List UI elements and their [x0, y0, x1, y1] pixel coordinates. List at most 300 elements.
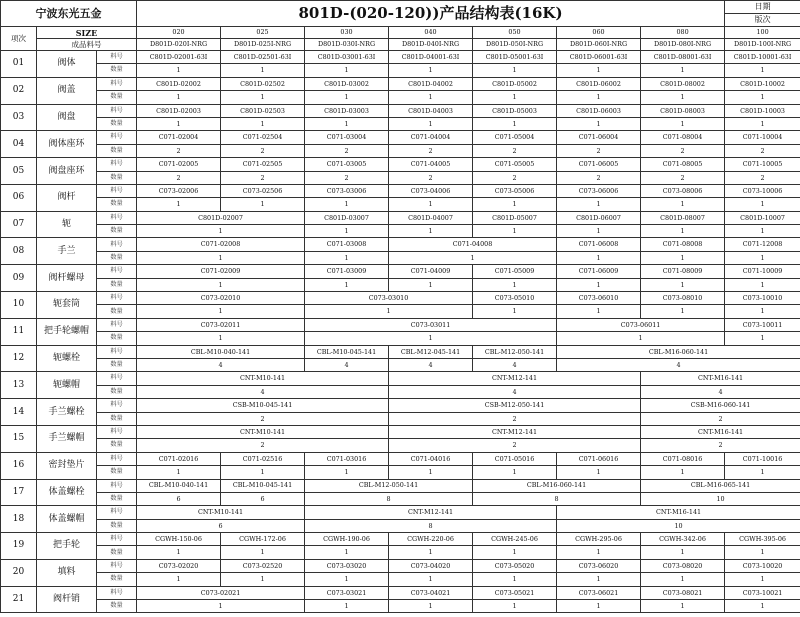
part-no-cell: CBL-M10-040-141	[137, 479, 221, 492]
size-cell: 030	[305, 27, 389, 39]
table-row	[1, 492, 800, 505]
part-no-cell: C801D-10002	[725, 77, 800, 90]
part-no-cell: C071-02516	[221, 452, 305, 465]
size-cell: 080	[641, 27, 725, 39]
qty-cell: 2	[473, 171, 557, 184]
part-no-cell: C071-05004	[473, 131, 557, 144]
part-no-cell: C073-10021	[725, 586, 800, 599]
part-no-cell: C073-04006	[389, 184, 473, 197]
table-row	[1, 51, 800, 64]
table-row	[1, 425, 800, 438]
part-no-cell: CBL-M16-065-141	[641, 479, 800, 492]
part-no-cell: C073-08021	[641, 586, 725, 599]
part-name: 填料	[37, 559, 97, 586]
table-row	[1, 506, 800, 519]
qty-cell: 1	[557, 117, 641, 130]
part-no-cell: C073-04021	[389, 586, 473, 599]
qty-cell: 8	[305, 519, 557, 532]
qty-label: 数量	[97, 332, 137, 345]
table-row	[1, 278, 800, 291]
part-no-cell: CNT-M12-141	[389, 372, 641, 385]
part-no-cell: C071-10016	[725, 452, 800, 465]
qty-label: 数量	[97, 64, 137, 77]
qty-cell: 2	[725, 171, 800, 184]
part-no-cell: C073-02021	[137, 586, 305, 599]
qty-cell: 1	[389, 278, 473, 291]
qty-cell: 1	[389, 198, 473, 211]
size-cell: 025	[221, 27, 305, 39]
qty-cell: 1	[557, 198, 641, 211]
part-no-cell: C073-08020	[641, 559, 725, 572]
row-number: 09	[1, 265, 37, 292]
part-no-cell: C071-08005	[641, 158, 725, 171]
qty-cell: 1	[557, 64, 641, 77]
part-no-cell: C801D-05007	[473, 211, 557, 224]
table-row	[1, 184, 800, 197]
part-no-cell: C073-05010	[473, 292, 557, 305]
qty-cell: 1	[137, 278, 305, 291]
part-no-cell: C071-08009	[641, 265, 725, 278]
qty-cell: 1	[137, 225, 305, 238]
part-no-cell: C073-05006	[473, 184, 557, 197]
part-no-cell: C071-02504	[221, 131, 305, 144]
qty-cell: 1	[389, 91, 473, 104]
qty-cell: 8	[305, 492, 473, 505]
qty-cell: 1	[305, 546, 389, 559]
row-number: 15	[1, 425, 37, 452]
part-no-cell: C073-08010	[641, 292, 725, 305]
part-no-cell: C073-02506	[221, 184, 305, 197]
row-number: 07	[1, 211, 37, 238]
row-number: 17	[1, 479, 37, 506]
version-label: 版次	[725, 14, 800, 27]
row-number: 03	[1, 104, 37, 131]
part-no-cell: C071-06008	[557, 238, 641, 251]
qty-cell: 1	[725, 64, 800, 77]
size-cell: 100	[725, 27, 800, 39]
qty-cell: 1	[473, 91, 557, 104]
part-no-cell: C801D-08003	[641, 104, 725, 117]
part-no-cell: C071-02016	[137, 452, 221, 465]
part-no-cell: CGWH-295-06	[557, 533, 641, 546]
part-no-cell: C071-10009	[725, 265, 800, 278]
page-title: 801D-(020-120))产品结构表(16K)	[137, 1, 725, 27]
qty-cell: 1	[221, 117, 305, 130]
part-no-cell: C073-02011	[137, 318, 305, 331]
part-name: 手兰	[37, 238, 97, 265]
part-no-label: 料号	[97, 533, 137, 546]
table-row	[1, 77, 800, 90]
qty-cell: 1	[221, 91, 305, 104]
table-row	[1, 238, 800, 251]
row-number: 13	[1, 372, 37, 399]
qty-label: 数量	[97, 117, 137, 130]
table-row	[1, 345, 800, 358]
part-no-cell: CNT-M16-141	[641, 372, 800, 385]
qty-cell: 1	[725, 600, 800, 613]
qty-label: 数量	[97, 573, 137, 586]
part-name: 把手轮	[37, 533, 97, 560]
row-number: 21	[1, 586, 37, 613]
qty-label: 数量	[97, 519, 137, 532]
table-row	[1, 305, 800, 318]
part-no-cell: C073-03021	[305, 586, 389, 599]
part-no-cell: C073-03010	[305, 292, 473, 305]
part-no-cell: C071-08008	[641, 238, 725, 251]
part-no-cell: C073-08006	[641, 184, 725, 197]
row-number: 02	[1, 77, 37, 104]
part-no-cell: C801D-02003	[137, 104, 221, 117]
part-no-cell: C801D-03003	[305, 104, 389, 117]
table-row	[1, 171, 800, 184]
part-no-cell: C071-06009	[557, 265, 641, 278]
qty-cell: 2	[389, 439, 641, 452]
row-number: 12	[1, 345, 37, 372]
part-no-cell: C073-10010	[725, 292, 800, 305]
row-number: 10	[1, 292, 37, 319]
qty-cell: 1	[305, 117, 389, 130]
qty-cell: 1	[473, 466, 557, 479]
qty-cell: 1	[473, 198, 557, 211]
table-row	[1, 104, 800, 117]
part-no-cell: C801D-05003	[473, 104, 557, 117]
qty-cell: 1	[221, 546, 305, 559]
qty-cell: 1	[389, 225, 473, 238]
qty-cell: 1	[137, 117, 221, 130]
size-cell: 060	[557, 27, 641, 39]
qty-cell: 2	[557, 144, 641, 157]
size-header: SIZE	[37, 27, 137, 39]
part-no-cell: C073-03006	[305, 184, 389, 197]
part-no-cell: CBL-M16-060-141	[473, 479, 641, 492]
part-name: 阀杆螺母	[37, 265, 97, 292]
part-no-label: 料号	[97, 184, 137, 197]
product-code-cell: D801D-060I-NRG	[557, 39, 641, 51]
qty-cell: 10	[557, 519, 800, 532]
part-no-cell: C073-10011	[725, 318, 800, 331]
qty-label: 数量	[97, 278, 137, 291]
table-row	[1, 519, 800, 532]
qty-cell: 1	[473, 225, 557, 238]
qty-cell: 1	[305, 251, 389, 264]
part-name: 阀杆销	[37, 586, 97, 613]
part-no-cell: C801D-03001-63I	[305, 51, 389, 64]
qty-cell: 2	[641, 412, 800, 425]
table-row	[1, 318, 800, 331]
qty-cell: 1	[305, 600, 389, 613]
part-no-label: 料号	[97, 131, 137, 144]
qty-cell: 1	[725, 305, 800, 318]
qty-cell: 2	[221, 144, 305, 157]
qty-cell: 1	[389, 466, 473, 479]
part-no-cell: CBL-M16-060-141	[557, 345, 800, 358]
part-no-cell: CSB-M10-045-141	[137, 399, 389, 412]
part-name: 阀杆	[37, 184, 97, 211]
qty-label: 数量	[97, 412, 137, 425]
part-name: 阀体座环	[37, 131, 97, 158]
qty-cell: 1	[221, 573, 305, 586]
part-no-cell: C071-03004	[305, 131, 389, 144]
part-no-cell: C801D-08001-63I	[641, 51, 725, 64]
part-name: 把手轮螺帽	[37, 318, 97, 345]
part-no-cell: C071-04016	[389, 452, 473, 465]
qty-label: 数量	[97, 546, 137, 559]
seq-header: 项次	[1, 27, 37, 51]
part-no-cell: CBL-M10-045-141	[221, 479, 305, 492]
qty-cell: 1	[473, 573, 557, 586]
part-no-label: 料号	[97, 211, 137, 224]
part-no-cell: C071-02005	[137, 158, 221, 171]
qty-cell: 2	[725, 144, 800, 157]
part-no-cell: CGWH-190-06	[305, 533, 389, 546]
part-no-label: 料号	[97, 479, 137, 492]
qty-label: 数量	[97, 466, 137, 479]
row-number: 08	[1, 238, 37, 265]
part-name: 轭螺栓	[37, 345, 97, 372]
part-no-cell: C801D-05002	[473, 77, 557, 90]
part-no-cell: C801D-04003	[389, 104, 473, 117]
qty-cell: 1	[473, 600, 557, 613]
part-no-cell: C071-10004	[725, 131, 800, 144]
qty-cell: 1	[137, 64, 221, 77]
qty-cell: 1	[641, 225, 725, 238]
qty-cell: 10	[641, 492, 800, 505]
qty-label: 数量	[97, 251, 137, 264]
qty-cell: 1	[137, 332, 305, 345]
table-row	[1, 131, 800, 144]
part-name: 阀体	[37, 51, 97, 78]
qty-cell: 4	[641, 385, 800, 398]
qty-cell: 1	[137, 91, 221, 104]
part-no-cell: C801D-04001-63I	[389, 51, 473, 64]
part-no-cell: CGWH-220-06	[389, 533, 473, 546]
table-row	[1, 573, 800, 586]
qty-cell: 1	[641, 305, 725, 318]
part-no-cell: CBL-M12-050-141	[305, 479, 473, 492]
part-no-label: 料号	[97, 345, 137, 358]
part-no-label: 料号	[97, 238, 137, 251]
part-no-cell: C073-02006	[137, 184, 221, 197]
qty-cell: 2	[305, 171, 389, 184]
part-no-cell: CGWH-342-06	[641, 533, 725, 546]
qty-label: 数量	[97, 492, 137, 505]
part-name: 密封垫片	[37, 452, 97, 479]
part-name: 轭螺帽	[37, 372, 97, 399]
qty-cell: 1	[305, 225, 389, 238]
part-name: 体盖螺帽	[37, 506, 97, 533]
part-no-cell: C801D-03002	[305, 77, 389, 90]
qty-cell: 1	[641, 64, 725, 77]
part-no-cell: C071-02004	[137, 131, 221, 144]
part-no-cell: C801D-02001-63I	[137, 51, 221, 64]
part-no-cell: C071-12008	[725, 238, 800, 251]
part-no-cell: C073-03020	[305, 559, 389, 572]
part-name: 阀盘座环	[37, 158, 97, 185]
qty-cell: 1	[725, 278, 800, 291]
qty-cell: 1	[473, 546, 557, 559]
row-number: 16	[1, 452, 37, 479]
qty-cell: 2	[305, 144, 389, 157]
part-no-label: 料号	[97, 318, 137, 331]
qty-cell: 1	[557, 546, 641, 559]
qty-cell: 4	[557, 358, 800, 371]
table-row	[1, 399, 800, 412]
qty-cell: 8	[473, 492, 641, 505]
qty-label: 数量	[97, 600, 137, 613]
row-number: 19	[1, 533, 37, 560]
qty-cell: 1	[389, 546, 473, 559]
part-no-cell: C071-04005	[389, 158, 473, 171]
qty-cell: 1	[557, 251, 641, 264]
qty-cell: 1	[557, 600, 641, 613]
part-no-label: 料号	[97, 265, 137, 278]
part-no-cell: C801D-08002	[641, 77, 725, 90]
part-no-cell: C073-05020	[473, 559, 557, 572]
part-no-cell: CBL-M12-050-141	[473, 345, 557, 358]
qty-cell: 1	[221, 198, 305, 211]
qty-cell: 1	[389, 64, 473, 77]
qty-cell: 1	[305, 466, 389, 479]
part-no-cell: CNT-M16-141	[641, 425, 800, 438]
part-no-cell: C801D-06003	[557, 104, 641, 117]
part-no-cell: CBL-M10-040-141	[137, 345, 305, 358]
qty-cell: 1	[137, 546, 221, 559]
part-no-label: 料号	[97, 372, 137, 385]
part-no-cell: CBL-M10-045-141	[305, 345, 389, 358]
part-no-cell: C071-02008	[137, 238, 305, 251]
table-row	[1, 385, 800, 398]
part-no-cell: CSB-M12-050-141	[389, 399, 641, 412]
part-no-cell: C801D-04002	[389, 77, 473, 90]
qty-cell: 4	[389, 385, 641, 398]
product-code-cell: D801D-025I-NRG	[221, 39, 305, 51]
qty-cell: 2	[389, 171, 473, 184]
part-no-label: 料号	[97, 158, 137, 171]
part-no-cell: C801D-02501-63I	[221, 51, 305, 64]
qty-cell: 1	[641, 198, 725, 211]
part-name: 轭	[37, 211, 97, 238]
part-no-cell: CNT-M10-141	[137, 506, 305, 519]
qty-cell: 1	[557, 466, 641, 479]
qty-label: 数量	[97, 305, 137, 318]
qty-label: 数量	[97, 144, 137, 157]
product-code-cell: D801D-100I-NRG	[725, 39, 800, 51]
part-no-cell: C801D-05001-63I	[473, 51, 557, 64]
part-no-cell: C073-04020	[389, 559, 473, 572]
qty-cell: 1	[473, 278, 557, 291]
part-no-label: 料号	[97, 292, 137, 305]
table-row	[1, 292, 800, 305]
table-row	[1, 559, 800, 572]
part-no-cell: C071-06005	[557, 158, 641, 171]
qty-cell: 2	[137, 144, 221, 157]
qty-cell: 1	[557, 278, 641, 291]
qty-label: 数量	[97, 171, 137, 184]
product-code-cell: D801D-030I-NRG	[305, 39, 389, 51]
qty-cell: 1	[473, 305, 557, 318]
part-no-cell: C801D-06001-63I	[557, 51, 641, 64]
qty-cell: 1	[221, 64, 305, 77]
qty-cell: 6	[137, 519, 305, 532]
qty-cell: 2	[221, 171, 305, 184]
qty-cell: 1	[137, 198, 221, 211]
part-no-cell: CGWH-150-06	[137, 533, 221, 546]
part-no-cell: C071-03005	[305, 158, 389, 171]
qty-cell: 1	[725, 117, 800, 130]
part-no-cell: C801D-02503	[221, 104, 305, 117]
size-cell: 040	[389, 27, 473, 39]
qty-cell: 1	[641, 466, 725, 479]
qty-cell: 1	[473, 64, 557, 77]
part-no-cell: C801D-10001-63I	[725, 51, 800, 64]
company-name: 宁波东光五金	[1, 1, 137, 27]
qty-cell: 1	[725, 332, 800, 345]
part-no-label: 料号	[97, 77, 137, 90]
qty-cell: 1	[305, 305, 473, 318]
table-row	[1, 158, 800, 171]
part-no-cell: C071-04004	[389, 131, 473, 144]
table-row	[1, 600, 800, 613]
part-no-cell: CNT-M12-141	[389, 425, 641, 438]
table-row	[1, 412, 800, 425]
qty-cell: 1	[137, 600, 305, 613]
qty-cell: 1	[137, 573, 221, 586]
part-no-label: 料号	[97, 559, 137, 572]
part-no-cell: C801D-06007	[557, 211, 641, 224]
part-no-cell: C071-08004	[641, 131, 725, 144]
part-no-cell: C801D-10007	[725, 211, 800, 224]
table-row	[1, 251, 800, 264]
qty-cell: 2	[389, 412, 641, 425]
qty-cell: 1	[557, 332, 725, 345]
qty-cell: 2	[641, 171, 725, 184]
part-no-cell: C071-02009	[137, 265, 305, 278]
qty-cell: 4	[473, 358, 557, 371]
qty-cell: 1	[557, 305, 641, 318]
part-name: 轭套筒	[37, 292, 97, 319]
part-no-cell: C071-06016	[557, 452, 641, 465]
qty-cell: 4	[137, 385, 389, 398]
row-number: 06	[1, 184, 37, 211]
qty-cell: 2	[389, 144, 473, 157]
part-name: 阀盖	[37, 77, 97, 104]
qty-label: 数量	[97, 91, 137, 104]
part-no-label: 料号	[97, 452, 137, 465]
qty-label: 数量	[97, 358, 137, 371]
table-row	[1, 225, 800, 238]
qty-cell: 1	[641, 546, 725, 559]
qty-cell: 4	[389, 358, 473, 371]
part-no-cell: CGWH-245-06	[473, 533, 557, 546]
qty-cell: 1	[641, 600, 725, 613]
part-no-cell: C801D-02502	[221, 77, 305, 90]
part-no-cell: C073-10006	[725, 184, 800, 197]
qty-cell: 1	[137, 305, 305, 318]
part-no-cell: C801D-10003	[725, 104, 800, 117]
part-name: 手兰螺帽	[37, 425, 97, 452]
qty-cell: 1	[305, 278, 389, 291]
table-row	[1, 372, 800, 385]
part-no-cell: CNT-M10-141	[137, 372, 389, 385]
part-no-cell: C073-06021	[557, 586, 641, 599]
table-row	[1, 439, 800, 452]
part-no-cell: C801D-03007	[305, 211, 389, 224]
qty-label: 数量	[97, 225, 137, 238]
table-row	[1, 466, 800, 479]
qty-cell: 1	[725, 91, 800, 104]
size-cell: 050	[473, 27, 557, 39]
qty-cell: 1	[221, 466, 305, 479]
